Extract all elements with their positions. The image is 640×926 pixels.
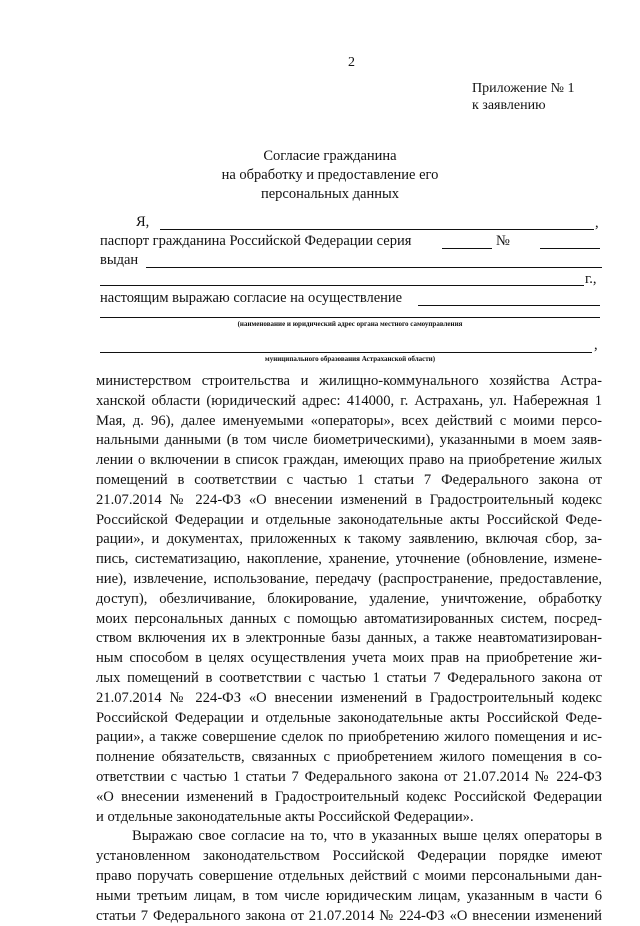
authority-hint: (наименование и юридический адрес органа местного самоуправления — [237, 320, 463, 328]
text-line: 21.07.2014 № 224-ФЗ «О внесении изменений в Градостроительный кодекс — [96, 689, 602, 706]
page-number: 2 — [348, 55, 355, 70]
text-line: рации», а также совершение сделок по приобретению жилого помещения и ис- — [96, 729, 602, 746]
issued-label: выдан — [100, 252, 139, 268]
text-line: полнение обязательств, связанных с приобретением жилого помещения в со- — [96, 749, 602, 766]
name-field-comma: , — [595, 215, 599, 231]
text-line: Мая, д. 96), далее именуемыми «операторы», всех действий с моими персо- — [96, 412, 602, 429]
municipality-comma: , — [594, 337, 598, 353]
text-line: пись, систематизацию, накопление, хранение, уточнение (обновление, измене- — [96, 551, 602, 568]
passport-label: паспорт гражданина Российской Федерации серия — [100, 233, 412, 249]
consent-text — [96, 372, 602, 926]
text-line: ством включения их в электронные базы данных, а также неавтоматизирован- — [96, 630, 602, 647]
text-line: и отдельные законодательные акты Российской Федерации». — [96, 808, 474, 825]
text-line: Российской Федерации и отдельные законодательные акты Российской Феде- — [96, 511, 602, 528]
authority-field-continued[interactable] — [100, 317, 600, 318]
text-line: Выражаю свое согласие на то, что в указанных выше целях операторы в — [132, 828, 602, 845]
text-line: установленном законодательством Российской Федерации порядке имеют — [96, 848, 602, 865]
document-title — [150, 147, 510, 204]
title-line-2: на обработку и предоставление его — [221, 167, 439, 183]
issued-by-field[interactable] — [146, 267, 602, 268]
text-line: статьи 7 Федерального закона от 21.07.2014 № 224-ФЗ «О внесении изменений — [96, 907, 602, 924]
text-line: помещений в соответствии с частью 1 статьи 7 Федерального закона от — [96, 471, 602, 488]
year-suffix: г., — [585, 271, 597, 287]
appendix-ref: к заявлению — [472, 98, 546, 113]
text-line: моих персональных данных с помощью автоматизированных систем, посред- — [96, 610, 602, 627]
text-line: «О внесении изменений в Градостроительный кодекс Российской Федерации — [96, 788, 602, 805]
text-line: нальными данными (в том числе биометрическими), указанными в моем заяв- — [96, 432, 602, 449]
municipality-field[interactable] — [100, 352, 592, 353]
passport-number-label: № — [496, 233, 510, 249]
text-line: рации», и документах, приложенных к такому заявлению, включая сбор, за- — [96, 531, 602, 548]
text-line: ние), извлечение, использование, передачу (распространение, предоставление, — [96, 570, 602, 587]
issued-by-field-continued[interactable] — [100, 285, 584, 286]
text-line: лых помещений в соответствии с частью 1 статьи 7 Федерального закона от — [96, 669, 602, 686]
text-line: министерством строительства и жилищно-коммунального хозяйства Астра- — [96, 373, 602, 389]
text-line: Российской Федерации и отдельные законодательные акты Российской Феде- — [96, 709, 602, 726]
paragraph-1 — [96, 372, 602, 827]
passport-number-field[interactable] — [540, 248, 600, 249]
title-line-3: персональных данных — [260, 186, 399, 202]
municipality-hint: муниципального образования Астраханской области) — [264, 355, 436, 363]
name-field[interactable] — [160, 229, 594, 230]
text-line: лении о включении в список граждан, имеющих право на приобретение жилых — [96, 452, 602, 469]
title-line-1: Согласие гражданина — [263, 148, 397, 164]
authority-field[interactable] — [418, 305, 600, 306]
text-line: 21.07.2014 № 224-ФЗ «О внесении изменений в Градостроительный кодекс — [96, 491, 602, 508]
paragraph-2 — [96, 827, 602, 926]
text-line: ответствии с частью 1 статьи 7 Федерального закона от 21.07.2014 № 224-ФЗ — [96, 768, 602, 785]
text-line: доступ), обезличивание, блокирование, удаление, уничтожение, обработку — [96, 590, 602, 607]
i-label: Я, — [136, 214, 150, 230]
passport-series-field[interactable] — [442, 248, 492, 249]
text-line: ханской области (юридический адрес: 414000, г. Астрахань, ул. Набережная 1 — [96, 392, 602, 409]
appendix-heading — [472, 80, 575, 114]
appendix-number: Приложение № 1 — [472, 81, 575, 96]
text-line: ным способом в целях осуществления учета моих прав на приобретение жи- — [96, 650, 602, 667]
text-line: право поручать совершение отдельных действий с моими персональными дан- — [96, 867, 602, 884]
consent-label: настоящим выражаю согласие на осуществление — [100, 290, 403, 306]
text-line: ными третьим лицам, в том числе юридическим лицам, указанным в части 6 — [96, 887, 602, 904]
